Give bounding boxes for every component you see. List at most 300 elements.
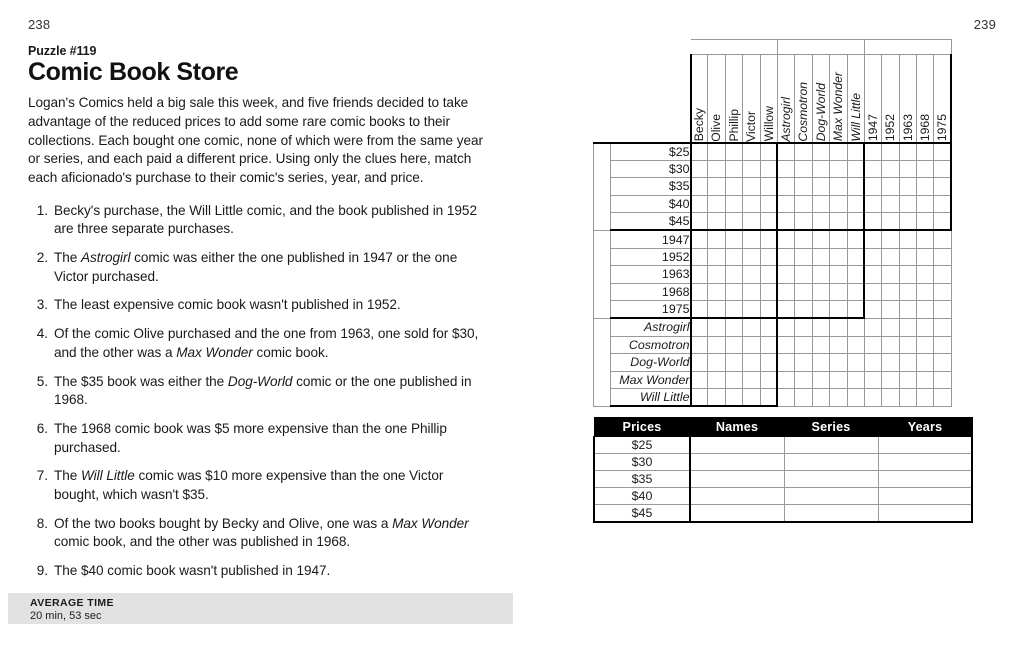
answer-header-years: Years [878,418,972,437]
grid-cell-blank [812,318,829,336]
grid-row-label-1947: 1947 [611,230,691,248]
grid-cell[interactable] [760,266,777,284]
grid-cell[interactable] [725,336,742,354]
clue-emphasis: Max Wonder [176,344,253,360]
answer-series-cell[interactable] [784,488,878,505]
grid-cell[interactable] [708,230,725,248]
answer-year-cell[interactable] [878,454,972,471]
grid-cell-blank [830,318,847,336]
grid-cell[interactable] [812,266,829,284]
grid-cell[interactable] [708,266,725,284]
grid-cell[interactable] [743,318,760,336]
grid-cell[interactable] [795,283,812,301]
grid-cell[interactable] [691,389,708,407]
answer-header-names: Names [690,418,784,437]
grid-cell[interactable] [847,213,864,231]
grid-cell[interactable] [708,389,725,407]
grid-cell[interactable] [743,160,760,178]
grid-cell-blank [917,336,934,354]
grid-cell[interactable] [725,301,742,319]
grid-cell-blank [882,318,899,336]
grid-cell[interactable] [743,371,760,389]
clue-item-6 [28,420,490,457]
grid-cell[interactable] [795,266,812,284]
grid-cell[interactable] [760,178,777,196]
grid-cell[interactable] [864,143,881,161]
grid-cell[interactable] [743,195,760,213]
grid-cell[interactable] [691,371,708,389]
grid-cell-blank [882,283,899,301]
grid-cell-blank [899,230,916,248]
clue-text: The $40 comic book wasn't published in 1947. [54,563,331,578]
answer-series-cell[interactable] [784,505,878,523]
grid-cell[interactable] [760,371,777,389]
grid-row-label-will-little: Will Little [611,389,691,407]
answer-table [593,417,973,523]
grid-cell[interactable] [691,354,708,372]
grid-cell[interactable] [847,266,864,284]
grid-cell-blank [777,371,794,389]
page-title: Comic Book Store [28,58,239,86]
grid-row-label--40: $40 [611,195,691,213]
clue-text: comic was either the one published in 1947 or the one Victor purchased. [54,250,458,284]
grid-cell-blank [864,371,881,389]
grid-cell-blank [899,301,916,319]
grid-cell[interactable] [708,213,725,231]
grid-column-header-victor: Victor [743,55,760,143]
grid-cell[interactable] [847,230,864,248]
grid-cell[interactable] [917,195,934,213]
grid-cell-blank [812,389,829,407]
grid-cell-blank [795,318,812,336]
grid-cell[interactable] [777,230,794,248]
grid-cell[interactable] [691,301,708,319]
grid-column-header-max-wonder: Max Wonder [830,55,847,143]
grid-column-header-cosmotron: Cosmotron [795,55,812,143]
grid-cell[interactable] [743,230,760,248]
grid-cell-blank [830,389,847,407]
grid-cell[interactable] [812,230,829,248]
clue-text: comic was $10 more expensive than the one Victor bought, which wasn't $35. [54,468,444,502]
clue-text: Of the comic Olive purchased and the one from 1963, one sold for $30, and the other was a [54,326,479,360]
grid-cell[interactable] [830,213,847,231]
grid-cell-blank [917,248,934,266]
clue-text: The least expensive comic book wasn't published in 1952. [54,297,401,313]
grid-cell[interactable] [917,160,934,178]
grid-cell-blank [777,389,794,407]
clue-text: comic book, and the other was published in 1968. [54,534,351,550]
grid-cell[interactable] [760,283,777,301]
grid-corner-spacer [594,40,691,55]
grid-cell-blank [847,371,864,389]
grid-cell[interactable] [743,389,760,407]
grid-cell[interactable] [725,178,742,196]
grid-cell[interactable] [691,213,708,231]
grid-cell[interactable] [760,160,777,178]
grid-cell[interactable] [691,195,708,213]
grid-cell-blank [830,371,847,389]
grid-row-label-1963: 1963 [611,266,691,284]
grid-column-header-becky: Becky [691,55,708,143]
grid-row [594,318,952,336]
grid-cell[interactable] [830,160,847,178]
grid-row [594,371,952,389]
grid-cell[interactable] [847,195,864,213]
grid-cell[interactable] [743,248,760,266]
grid-cell[interactable] [812,143,829,161]
grid-cell[interactable] [934,160,951,178]
grid-cell[interactable] [708,248,725,266]
grid-cell-blank [917,230,934,248]
grid-row-label-1952: 1952 [611,248,691,266]
clue-emphasis: Will Little [81,468,135,484]
grid-cell[interactable] [691,318,708,336]
grid-row [594,213,952,231]
grid-header-corner [594,55,691,143]
grid-cell-blank [917,301,934,319]
grid-cell[interactable] [708,283,725,301]
grid-cell-blank [934,318,951,336]
clue-item-4 [28,325,490,362]
grid-row-label-1968: 1968 [611,283,691,301]
grid-cell-blank [795,389,812,407]
grid-category-names: Names [691,40,778,55]
grid-cell-blank [899,389,916,407]
grid-column-header-1952: 1952 [882,55,899,143]
grid-cell[interactable] [847,283,864,301]
grid-cell[interactable] [812,248,829,266]
grid-cell[interactable] [708,301,725,319]
grid-cell-blank [864,283,881,301]
grid-cell-blank [847,354,864,372]
grid-cell[interactable] [708,318,725,336]
grid-cell[interactable] [812,301,829,319]
grid-cell-blank [864,318,881,336]
answer-name-cell[interactable] [690,471,784,488]
grid-cell-blank [777,318,794,336]
answer-header-prices: Prices [594,418,690,437]
logic-grid [593,39,952,407]
grid-cell[interactable] [899,178,916,196]
grid-cell[interactable] [917,213,934,231]
grid-column-header-astrogirl: Astrogirl [777,55,794,143]
clue-text: The $35 book was either the [54,373,228,389]
answer-series-cell[interactable] [784,437,878,454]
grid-cell[interactable] [691,143,708,161]
clue-text: comic or the one published in 1968. [54,373,472,408]
clue-list [28,202,490,581]
answer-year-cell[interactable] [878,437,972,454]
grid-category-years: Years [864,40,951,55]
answer-year-cell[interactable] [878,488,972,505]
page-number-left: 238 [28,17,51,32]
answer-name-cell[interactable] [690,437,784,454]
grid-cell-blank [777,354,794,372]
grid-cell[interactable] [847,248,864,266]
clue-item-3 [28,296,490,315]
answer-name-cell[interactable] [690,505,784,523]
grid-cell[interactable] [864,195,881,213]
grid-cell[interactable] [795,248,812,266]
grid-row [594,266,952,284]
clue-text: Of the two books bought by Becky and Olive, one was a [54,515,393,531]
grid-cell[interactable] [743,336,760,354]
grid-cell[interactable] [743,283,760,301]
answer-row [594,471,972,488]
grid-cell[interactable] [708,178,725,196]
grid-cell[interactable] [795,230,812,248]
grid-cell-blank [917,283,934,301]
grid-row-label-dog-world: Dog-World [611,354,691,372]
grid-cell-blank [847,336,864,354]
grid-cell[interactable] [847,301,864,319]
grid-cell[interactable] [725,354,742,372]
grid-column-header-willow: Willow [760,55,777,143]
grid-cell-blank [917,266,934,284]
grid-cell[interactable] [743,266,760,284]
grid-cell[interactable] [795,160,812,178]
grid-spine-years: Years [594,230,611,318]
grid-cell-blank [899,283,916,301]
grid-cell[interactable] [882,213,899,231]
answer-header-series: Series [784,418,878,437]
grid-row [594,248,952,266]
grid-cell-blank [812,336,829,354]
grid-cell-blank [934,354,951,372]
grid-cell[interactable] [725,389,742,407]
answer-price-cell: $25 [594,437,690,454]
grid-cell[interactable] [760,301,777,319]
grid-column-header-1963: 1963 [899,55,916,143]
grid-cell[interactable] [760,230,777,248]
grid-cell[interactable] [725,371,742,389]
grid-cell-blank [934,248,951,266]
grid-cell[interactable] [847,178,864,196]
grid-column-header-phillip: Phillip [725,55,742,143]
clue-text: The 1968 comic book was $5 more expensive than the one Phillip purchased. [54,420,447,455]
answer-series-cell[interactable] [784,471,878,488]
grid-cell[interactable] [777,195,794,213]
grid-cell-blank [864,248,881,266]
grid-cell-blank [882,248,899,266]
grid-row [594,178,952,196]
grid-cell[interactable] [760,389,777,407]
grid-cell[interactable] [830,143,847,161]
puzzle-number: Puzzle #119 [28,44,97,58]
answer-row [594,454,972,471]
grid-cell[interactable] [725,230,742,248]
grid-cell-blank [795,354,812,372]
grid-cell[interactable] [830,301,847,319]
grid-column-header-1975: 1975 [934,55,951,143]
grid-cell-blank [934,230,951,248]
answer-name-cell[interactable] [690,454,784,471]
grid-cell-blank [830,354,847,372]
grid-cell[interactable] [812,195,829,213]
grid-cell-blank [882,371,899,389]
grid-row-label--25: $25 [611,143,691,161]
grid-cell-blank [864,389,881,407]
grid-cell[interactable] [795,195,812,213]
grid-cell[interactable] [882,143,899,161]
grid-cell[interactable] [760,213,777,231]
grid-cell-blank [917,318,934,336]
grid-cell[interactable] [743,354,760,372]
grid-cell[interactable] [864,160,881,178]
grid-row-label--45: $45 [611,213,691,231]
grid-cell-blank [795,371,812,389]
grid-cell-blank [882,354,899,372]
answer-table-element [593,417,973,523]
grid-cell[interactable] [725,318,742,336]
grid-cell[interactable] [743,301,760,319]
grid-cell[interactable] [812,160,829,178]
grid-cell[interactable] [760,195,777,213]
grid-cell[interactable] [795,143,812,161]
grid-cell[interactable] [864,178,881,196]
grid-cell[interactable] [830,230,847,248]
grid-cell[interactable] [725,283,742,301]
clue-item-2 [28,249,490,286]
grid-cell[interactable] [743,178,760,196]
grid-cell[interactable] [725,143,742,161]
grid-cell[interactable] [934,143,951,161]
grid-cell[interactable] [934,178,951,196]
clue-emphasis: Max Wonder [392,515,469,531]
grid-row [594,336,952,354]
answer-price-cell: $35 [594,471,690,488]
grid-cell[interactable] [777,248,794,266]
grid-cell-blank [777,336,794,354]
grid-cell[interactable] [760,318,777,336]
grid-cell[interactable] [917,143,934,161]
grid-cell-blank [899,336,916,354]
grid-cell[interactable] [691,248,708,266]
grid-cell[interactable] [830,178,847,196]
grid-cell[interactable] [691,230,708,248]
grid-row-label-1975: 1975 [611,301,691,319]
grid-cell[interactable] [691,283,708,301]
grid-cell[interactable] [830,266,847,284]
grid-cell-blank [934,283,951,301]
grid-cell[interactable] [725,195,742,213]
grid-cell[interactable] [725,160,742,178]
grid-cell-blank [917,354,934,372]
grid-cell[interactable] [795,213,812,231]
grid-cell[interactable] [795,301,812,319]
clue-item-7 [28,467,490,504]
answer-year-cell[interactable] [878,505,972,523]
clue-item-9 [28,562,490,581]
grid-cell[interactable] [708,160,725,178]
grid-cell[interactable] [760,336,777,354]
grid-cell[interactable] [864,213,881,231]
grid-cell[interactable] [830,195,847,213]
grid-cell[interactable] [691,266,708,284]
grid-row [594,283,952,301]
grid-cell-blank [864,354,881,372]
grid-cell[interactable] [812,283,829,301]
grid-cell[interactable] [777,283,794,301]
answer-price-cell: $40 [594,488,690,505]
grid-row-label--30: $30 [611,160,691,178]
grid-cell[interactable] [934,213,951,231]
average-time-value: 20 min, 53 sec [30,610,102,622]
grid-cell[interactable] [760,143,777,161]
grid-cell[interactable] [708,143,725,161]
grid-cell-blank [864,230,881,248]
grid-cell[interactable] [830,248,847,266]
grid-cell-blank [899,248,916,266]
grid-cell[interactable] [899,195,916,213]
grid-cell[interactable] [760,248,777,266]
grid-cell[interactable] [708,336,725,354]
grid-cell[interactable] [777,160,794,178]
grid-cell[interactable] [777,143,794,161]
grid-cell-blank [934,389,951,407]
grid-cell[interactable] [743,213,760,231]
grid-cell[interactable] [691,178,708,196]
grid-row [594,160,952,178]
grid-spine-series: Series [594,318,611,406]
grid-cell[interactable] [812,178,829,196]
grid-cell[interactable] [725,248,742,266]
grid-cell[interactable] [725,266,742,284]
grid-cell[interactable] [899,213,916,231]
grid-cell[interactable] [777,178,794,196]
answer-price-cell: $30 [594,454,690,471]
average-time-label: AVERAGE TIME [30,597,114,609]
answer-year-cell[interactable] [878,471,972,488]
grid-cell[interactable] [777,301,794,319]
grid-cell[interactable] [725,213,742,231]
clue-text: The [54,468,82,484]
clue-emphasis: Dog-World [227,373,293,389]
clue-text: comic book. [252,344,329,360]
grid-cell[interactable] [934,195,951,213]
grid-cell[interactable] [847,143,864,161]
grid-cell[interactable] [830,283,847,301]
grid-cell[interactable] [760,354,777,372]
grid-cell[interactable] [812,213,829,231]
grid-cell[interactable] [691,160,708,178]
grid-cell[interactable] [917,178,934,196]
grid-cell[interactable] [708,371,725,389]
grid-column-header-olive: Olive [708,55,725,143]
grid-cell[interactable] [899,143,916,161]
grid-cell[interactable] [882,160,899,178]
clue-text: The [54,250,82,266]
grid-cell[interactable] [708,195,725,213]
grid-cell[interactable] [847,160,864,178]
grid-cell[interactable] [708,354,725,372]
grid-cell[interactable] [795,178,812,196]
clue-item-8 [28,515,490,552]
answer-series-cell[interactable] [784,454,878,471]
grid-cell-blank [917,389,934,407]
grid-cell[interactable] [691,336,708,354]
grid-cell[interactable] [743,143,760,161]
grid-cell[interactable] [882,178,899,196]
answer-header-row [594,418,972,437]
answer-name-cell[interactable] [690,488,784,505]
grid-row [594,389,952,407]
grid-cell[interactable] [777,213,794,231]
grid-cell[interactable] [882,195,899,213]
grid-cell-blank [934,301,951,319]
grid-cell[interactable] [777,266,794,284]
grid-cell[interactable] [899,160,916,178]
